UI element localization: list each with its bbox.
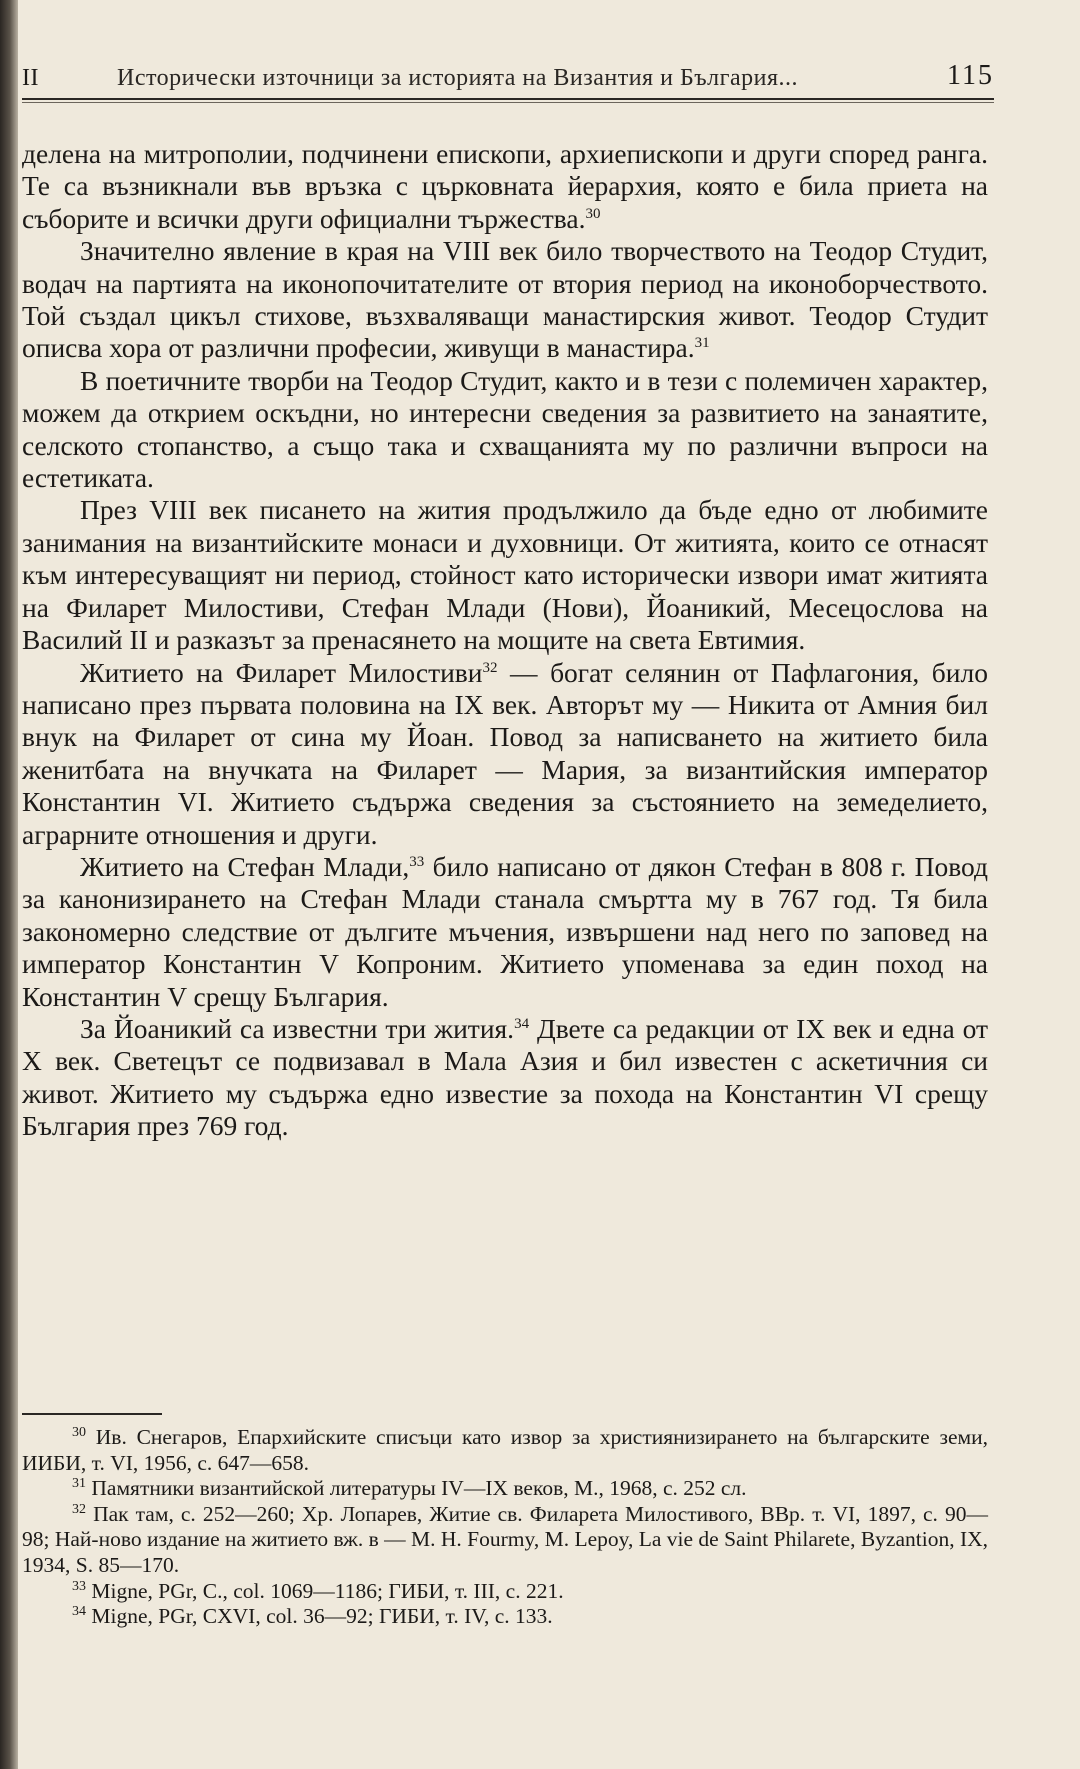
paragraph: През VIII век писането на жития продължило да бъде едно от любимите занимания на византийските монаси и духовници. От житията, които се отнасят към интересуващият ни период, стойност като исторически извори имат житията на Филарет Милостиви, Стефан Млади (Нови), Йоаникий, Месецослова на Василий II и разказът за пренасянето на мощите на света Евтимия.	[22, 494, 988, 656]
page-number: 115	[947, 60, 994, 91]
footnote: $^{30}$ Ив. Снегаров, Епархийските списъци като извор за християнизирането на българските земи, ИИБИ, т. VI, 1956, с. 647—658.	[22, 1425, 989, 1475]
footnote-ref: 31	[694, 335, 710, 352]
header-rule-thin	[22, 102, 994, 103]
running-title: Исторически източници за историята на Византия и България...	[116, 65, 798, 91]
paragraph: Житието на Стефан Млади,$^{33}$ било написано от дякон Стефан в 808 г. Повод за канонизирането на Стефан Млади станала смъртта му в 767 год. Тя била закономерно следствие от дългите мъчения, извършени над него по заповед на император Константин V Копроним. Житието упоменава за един поход на Константин V срещу България.	[22, 850, 988, 1012]
footnote-ref: 30	[585, 205, 601, 222]
paragraph: Житието на Филарет Милостиви$^{32}$ — богат селянин от Пафлагония, било написано през първата половина на IX век. Авторът му — Никита от Амния бил внук на Филарет от сина му Йоан. Повод за написването на житието била женитбата на внучката на Филарет — Мария, за византийския император Константин VI. Житието съдържа сведения за състоянието на земеделието, аграрните отношения и други.	[22, 656, 988, 850]
book-binding-shadow	[0, 0, 18, 1769]
paragraph: Значително явление в края на VIII век било творчеството на Теодор Студит, водач на партията на иконопочитателите от втория период на иконоборчеството. Той създал цикъл стихове, възхваляващи манастирския живот. Теодор Студит описва хора от различни професии, живущи в манастира.$^{31}$	[22, 235, 988, 364]
page-header	[22, 52, 994, 92]
paragraph: делена на митрополии, подчинени епископи, архиепископи и други според ранга. Те са възникнали във връзка с църковната йерархия, която е била приета на съборите и всички други официални тържества.$^{30}$	[22, 138, 988, 234]
footnote: $^{33}$ Migne, PGr, C., col. 1069—1186; ГИБИ, т. III, с. 221.	[72, 1578, 564, 1603]
main-text	[22, 138, 988, 1143]
footnote-ref: 33	[409, 853, 425, 870]
header-rule	[22, 98, 994, 100]
footnotes	[22, 1425, 988, 1630]
footnote-rule	[22, 1413, 162, 1415]
chapter-number: II	[22, 65, 39, 91]
footnote: $^{32}$ Пак там, с. 252—260; Хр. Лопарев, Житие св. Филарета Милостивого, ВВр. т. VI, 1897, с. 90—98; Най-ново издание на житието вж. в — M. H. Fourmy, M. Lepoy, La vie de Saint Philarete, Byzantion, IX, 1934, S. 85—170.	[22, 1501, 989, 1577]
paragraph: За Йоаникий са известни три жития.$^{34}$ Двете са редакции от IX век и една от X век. Светецът се подвизавал в Мала Азия и бил известен с аскетичния си живот. Житието му съдържа едно известие за похода на Константин VI срещу България през 769 год.	[22, 1012, 988, 1142]
paragraph: В поетичните творби на Теодор Студит, както и в тези с полемичен характер, можем да открием оскъдни, но интересни сведения за развитието на занаятите, селското стопанство, а също така и схващанията му по различни въпроси на естетиката.	[22, 364, 988, 494]
footnote-ref: 32	[482, 659, 498, 676]
footnote-ref: 34	[514, 1015, 530, 1032]
footnote: $^{31}$ Памятники византийской литературы IV—IX веков, М., 1968, с. 252 сл.	[72, 1476, 747, 1501]
footnote: $^{34}$ Migne, PGr, CXVI, col. 36—92; ГИБИ, т. IV, с. 133.	[72, 1604, 553, 1629]
